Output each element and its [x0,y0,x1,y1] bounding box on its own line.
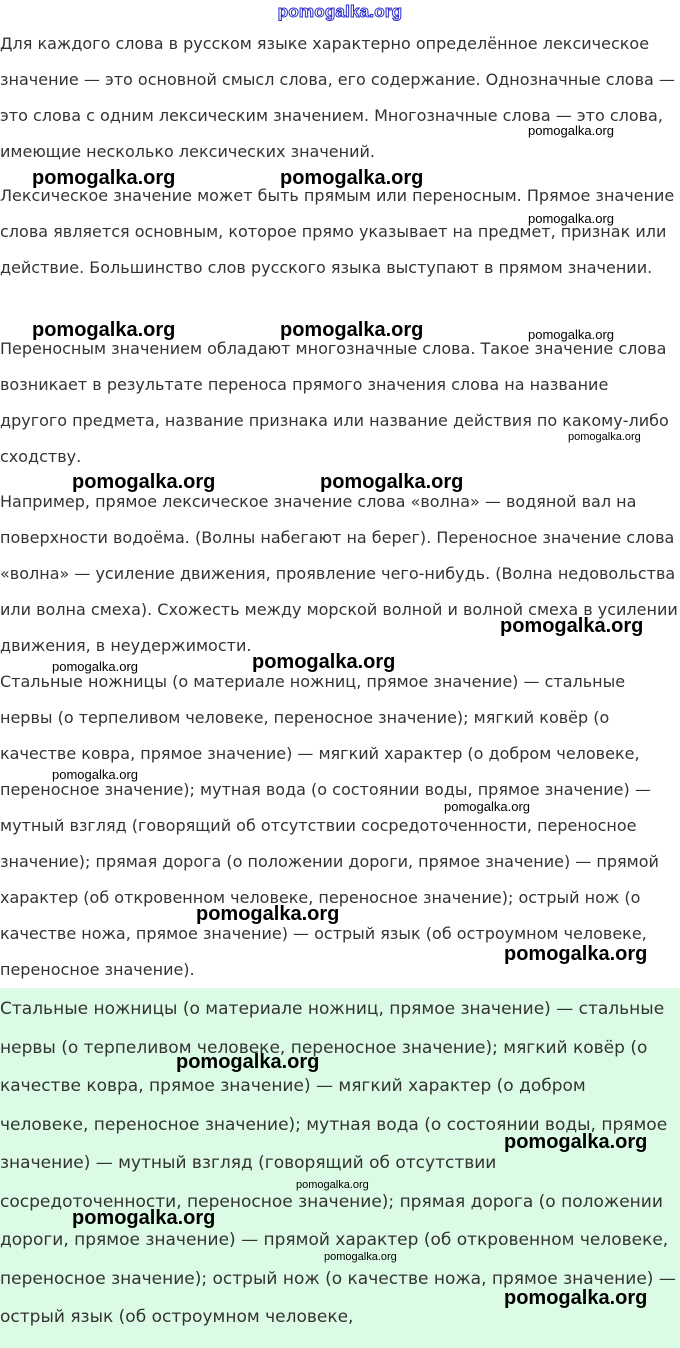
watermark: pomogalka.org [444,799,530,814]
watermark: pomogalka.org [72,1207,216,1229]
watermark: pomogalka.org [504,943,648,965]
watermark: pomogalka.org [504,1287,648,1309]
watermark: pomogalka.org [528,211,614,226]
watermark: pomogalka.org [504,1131,648,1153]
watermark: pomogalka.org [280,319,424,341]
watermark: pomogalka.org [32,167,176,189]
watermark: pomogalka.org [528,327,614,342]
watermark: pomogalka.org [176,1051,320,1073]
watermark: pomogalka.org [32,319,176,341]
watermark: pomogalka.org [568,431,641,443]
watermark: pomogalka.org [52,659,138,674]
watermark: pomogalka.org [72,471,216,493]
site-logo[interactable]: pomogalka.org [277,2,403,21]
answer-box-text: Стальные ножницы (о материале ножниц, прямое значение) — стальные нервы (о терпеливом человеке, переносное значение); мягкий ковёр (о качестве ковра, прямое значение) — мягкий характер (о добром человеке, переносное значение); мутная вода (о состоянии воды, прямое значение) — мутный взгляд (говорящий об отсутствии сосредоточенности, переносное значение); прямая дорога (о положении дороги, прямое значение) — прямой характер (об откровенном человеке, переносное значение); острый нож (о качестве ножа, прямое значение) — острый язык (об остроумном человеке, [0,999,676,1327]
paragraph-direct-meaning: Лексическое значение может быть прямым или переносным. Прямое значение слова является основным, которое прямо указывает на предмет, признак или действие. Большинство слов русского языка выступают в прямом значении. [0,186,675,277]
watermark: pomogalka.org [52,767,138,782]
watermark: pomogalka.org [528,123,614,138]
watermark: pomogalka.org [324,1251,397,1263]
watermark: pomogalka.org [320,471,464,493]
paragraph-example-wave: Например, прямое лексическое значение слова «волна» — водяной вал на поверхности водоёма. (Волны набегают на берег). Переносное значение слова «волна» — усиление движения, проявление чего-нибудь. (Волна недовольства или волна смеха). Схожесть между морской волной и волной смеха в усилении движения, в неудержимости. [0,492,678,655]
paragraph-figurative-meaning: Переносным значением обладают многозначные слова. Такое значение слова возникает в результате переноса прямого значения слова на название другого предмета, название признака или название действия по какому-либо сходству. [0,339,669,466]
watermark: pomogalka.org [280,167,424,189]
watermark: pomogalka.org [196,903,340,925]
paragraph-intro: Для каждого слова в русском языке характерно определённое лексическое значение — это основной смысл слова, его содержание. Однозначные слова — это слова с одним лексическим значением. Многозначные слова — это слова, имеющие несколько лексических значений. [0,34,675,161]
paragraph-examples-list: Стальные ножницы (о материале ножниц, прямое значение) — стальные нервы (о терпеливом человеке, переносное значение); мягкий ковёр (о качестве ковра, прямое значение) — мягкий характер (о добром человеке, переносное значение); мутная вода (о состоянии воды, прямое значение) — мутный взгляд (говорящий об отсутствии сосредоточенности, переносное значение); прямая дорога (о положении дороги, прямое значение) — прямой характер (об откровенном человеке, переносное значение); острый нож (о качестве ножа, прямое значение) — острый язык (об остроумном человеке, переносное значение). [0,672,659,979]
watermark: pomogalka.org [500,615,644,637]
watermark: pomogalka.org [252,651,396,673]
watermark: pomogalka.org [296,1179,369,1191]
